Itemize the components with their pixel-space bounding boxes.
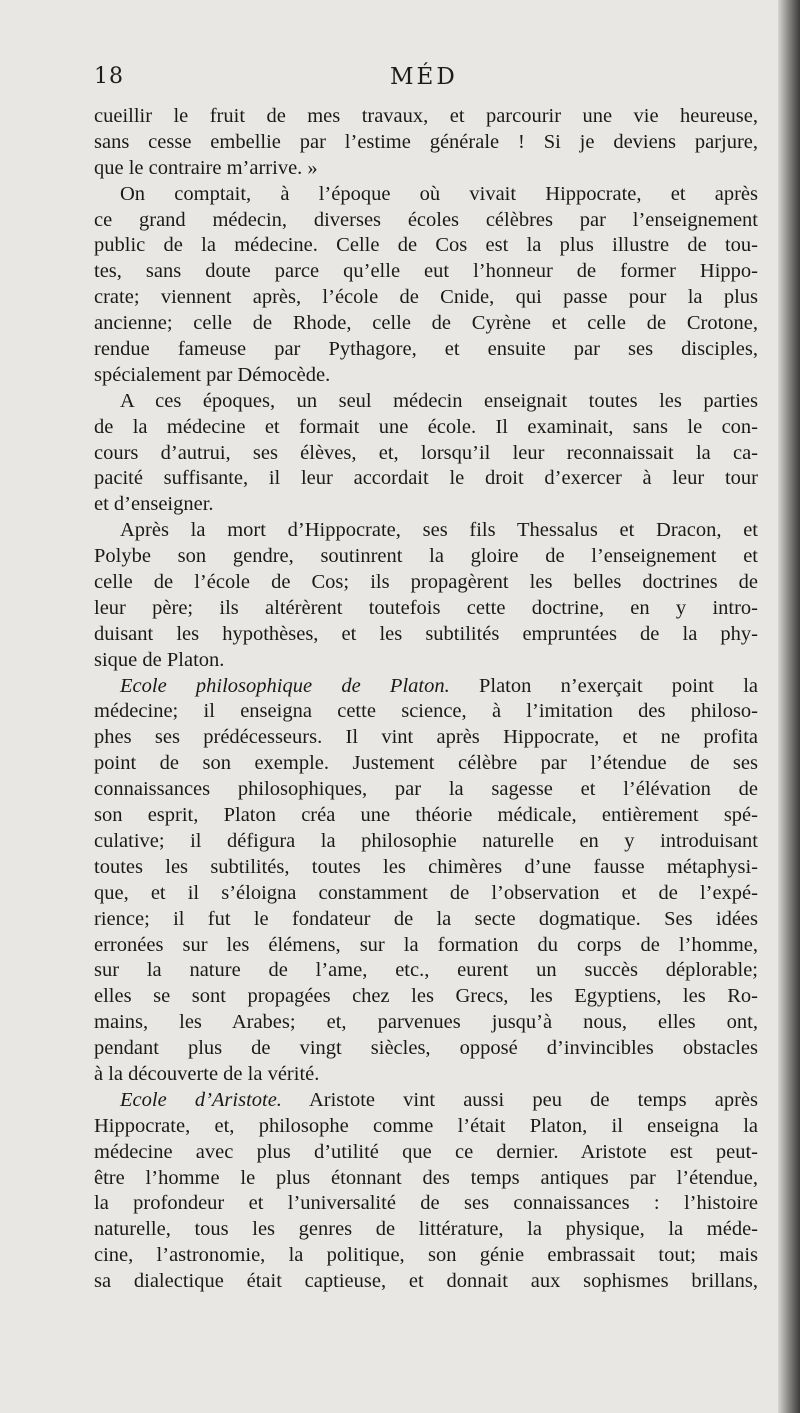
- text-line: mains, les Arabes; et, parvenues jusqu’à nous, elles ont,: [94, 1011, 758, 1034]
- text-line: On comptait, à l’époque où vivait Hippocrate, et après: [120, 182, 758, 205]
- text-line: cueillir le fruit de mes travaux, et parcourir une vie heureuse,: [94, 105, 758, 127]
- text-fragment: Aristote vint aussi peu de temps après: [308, 1088, 758, 1111]
- text-line: médecine avec plus d’utilité que ce dernier. Aristote est peut-: [94, 1140, 758, 1163]
- paragraph-schools: [94, 182, 758, 389]
- paragraph-teaching: [94, 389, 758, 518]
- page-number: 18: [94, 64, 124, 89]
- text-line: elles se sont propagées chez les Grecs, les Egyptiens, les Ro-: [94, 985, 758, 1008]
- text-line: rendue fameuse par Pythagore, et ensuite par ses disciples,: [94, 338, 758, 361]
- book-spine-shadow: [778, 0, 800, 1413]
- text-line: [94, 674, 758, 700]
- text-line: [94, 1088, 758, 1114]
- text-line: ce grand médecin, diverses écoles célèbres par l’enseignement: [94, 208, 758, 231]
- text-line: Après la mort d’Hippocrate, ses fils Thessalus et Dracon, et: [120, 519, 758, 542]
- running-head: MÉD: [390, 64, 458, 90]
- section-heading-aristote: Ecole d’Aristote.: [120, 1088, 282, 1111]
- text-line: sur la nature de l’ame, etc., eurent un succès déplorable;: [94, 959, 758, 982]
- text-line: culative; il défigura la philosophie naturelle en y introduisant: [94, 829, 758, 852]
- text-line: crate; viennent après, l’école de Cnide, qui passe pour la plus: [94, 286, 758, 309]
- text-line: que, et il s’éloigna constamment de l’observation et de l’expé-: [94, 881, 758, 904]
- text-line: cours d’autrui, ses élèves, et, lorsqu’il leur reconnaissait la ca-: [94, 441, 758, 464]
- text-line: son esprit, Platon créa une théorie médicale, entièrement spé-: [94, 804, 758, 827]
- text-line: la profondeur et l’universalité de ses connaissances : l’histoire: [94, 1192, 758, 1215]
- paragraph-aristote: [94, 1088, 758, 1295]
- text-fragment: Platon n’exerçait point la: [478, 674, 758, 697]
- text-line: point de son exemple. Justement célèbre par l’étendue de ses: [94, 752, 758, 775]
- text-line: A ces époques, un seul médecin enseignait toutes les parties: [120, 389, 758, 412]
- text-line: médecine; il enseigna cette science, à l’imitation des philoso-: [94, 700, 758, 723]
- text-line: pendant plus de vingt siècles, opposé d’invincibles obstacles: [94, 1037, 758, 1060]
- paragraph-platon: [94, 674, 758, 1088]
- text-line: phes ses prédécesseurs. Il vint après Hippocrate, et ne profita: [94, 726, 758, 749]
- body-text: [94, 104, 758, 1295]
- text-line: Polybe son gendre, soutinrent la gloire de l’enseignement et: [94, 545, 758, 568]
- text-line: erronées sur les élémens, sur la formation du corps de l’homme,: [94, 933, 758, 956]
- text-line: rience; il fut le fondateur de la secte dogmatique. Ses idées: [94, 907, 758, 930]
- text-line: celle de l’école de Cos; ils propagèrent les belles doctrines de: [94, 571, 758, 594]
- text-line: public de la médecine. Celle de Cos est la plus illustre de tou-: [94, 234, 758, 257]
- section-heading-platon: Ecole philosophique de Platon.: [120, 674, 450, 697]
- page-header: [94, 64, 758, 98]
- text-line: duisant les hypothèses, et les subtilités empruntées de la phy-: [94, 622, 758, 645]
- text-line: être l’homme le plus étonnant des temps antiques par l’étendue,: [94, 1166, 758, 1189]
- text-line: cine, l’astronomie, la politique, son génie embrassait tout; mais: [94, 1244, 758, 1267]
- text-line: de la médecine et formait une école. Il examinait, sans le con-: [94, 415, 758, 438]
- text-line: Hippocrate, et, philosophe comme l’était Platon, il enseigna la: [94, 1114, 758, 1137]
- text-line: sans cesse embellie par l’estime générale ! Si je deviens parjure,: [94, 130, 758, 153]
- text-line: naturelle, tous les genres de littérature, la physique, la méde-: [94, 1218, 758, 1241]
- text-line: ancienne; celle de Rhode, celle de Cyrène et celle de Crotone,: [94, 312, 758, 335]
- text-line: toutes les subtilités, toutes les chimères d’une fausse métaphysi-: [94, 855, 758, 878]
- text-line: leur père; ils altérèrent toutefois cette doctrine, en y intro-: [94, 596, 758, 619]
- text-line: pacité suffisante, il leur accordait le droit d’exercer à leur tour: [94, 467, 758, 490]
- paragraph-successors: [94, 518, 758, 673]
- text-line: et d’enseigner.: [94, 493, 214, 516]
- text-line: connaissances philosophiques, par la sagesse et l’élévation de: [94, 778, 758, 801]
- text-line: sa dialectique était captieuse, et donnait aux sophismes brillans,: [94, 1270, 758, 1293]
- text-line: sique de Platon.: [94, 648, 225, 671]
- text-line: tes, sans doute parce qu’elle eut l’honneur de former Hippo-: [94, 260, 758, 283]
- text-line: que le contraire m’arrive. »: [94, 156, 318, 179]
- text-line: à la découverte de la vérité.: [94, 1062, 320, 1085]
- paragraph-oath-end: [94, 104, 758, 182]
- text-line: spécialement par Démocède.: [94, 363, 331, 386]
